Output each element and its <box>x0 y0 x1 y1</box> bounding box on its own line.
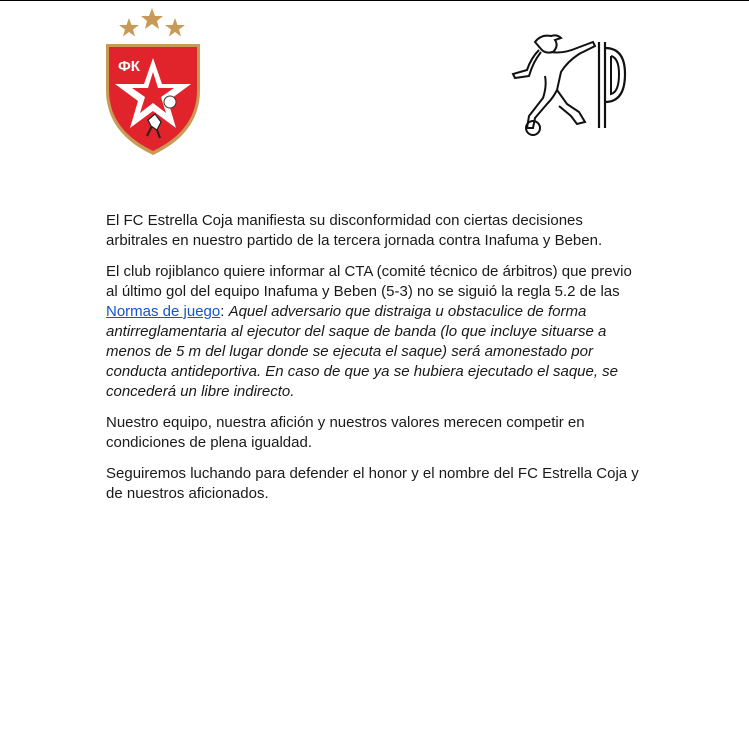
star-icon <box>119 18 139 37</box>
rules-link[interactable]: Normas de juego <box>106 303 221 320</box>
top-border <box>0 0 749 1</box>
paragraph-rule-notice <box>106 262 646 402</box>
star-icon <box>141 8 163 29</box>
paragraph-values: Nuestro equipo, nuestra afición y nuestros valores merecen competir en condiciones de plena igualdad. <box>106 414 585 451</box>
star-icon <box>165 18 185 37</box>
paragraph-closing: Seguiremos luchando para defender el honor y el nombre del FC Estrella Coja y de nuestros aficionados. <box>106 465 639 502</box>
rule-quote: Aquel adversario que distraiga u obstaculice de forma antirreglamentaria al ejecutor del saque de banda (lo que incluye situarse a menos de 5 m del lugar donde se ejecuta el saque) será amonestado por conducta antideportiva. En caso de que ya se hubiera ejecutado el saque, se concederá un libre indirecto. <box>106 303 619 400</box>
player-logo-letter: p <box>505 32 506 33</box>
player-silhouette-logo <box>505 32 627 138</box>
statement-body <box>106 211 646 515</box>
paragraph-disagreement: El FC Estrella Coja manifiesta su disconformidad con ciertas decisiones arbitrales en nuestro partido de la tercera jornada contra Inafuma y Beben. <box>106 212 603 249</box>
club-crest-logo <box>103 8 203 158</box>
rule-notice-colon: : <box>220 303 229 320</box>
crest-letters: ФК <box>118 58 140 75</box>
rule-notice-intro: El club rojiblanco quiere informar al CTA (comité técnico de árbitros) que previo al último gol del equipo Inafuma y Beben (5-3) no se siguió la regla 5.2 de las <box>106 263 632 300</box>
